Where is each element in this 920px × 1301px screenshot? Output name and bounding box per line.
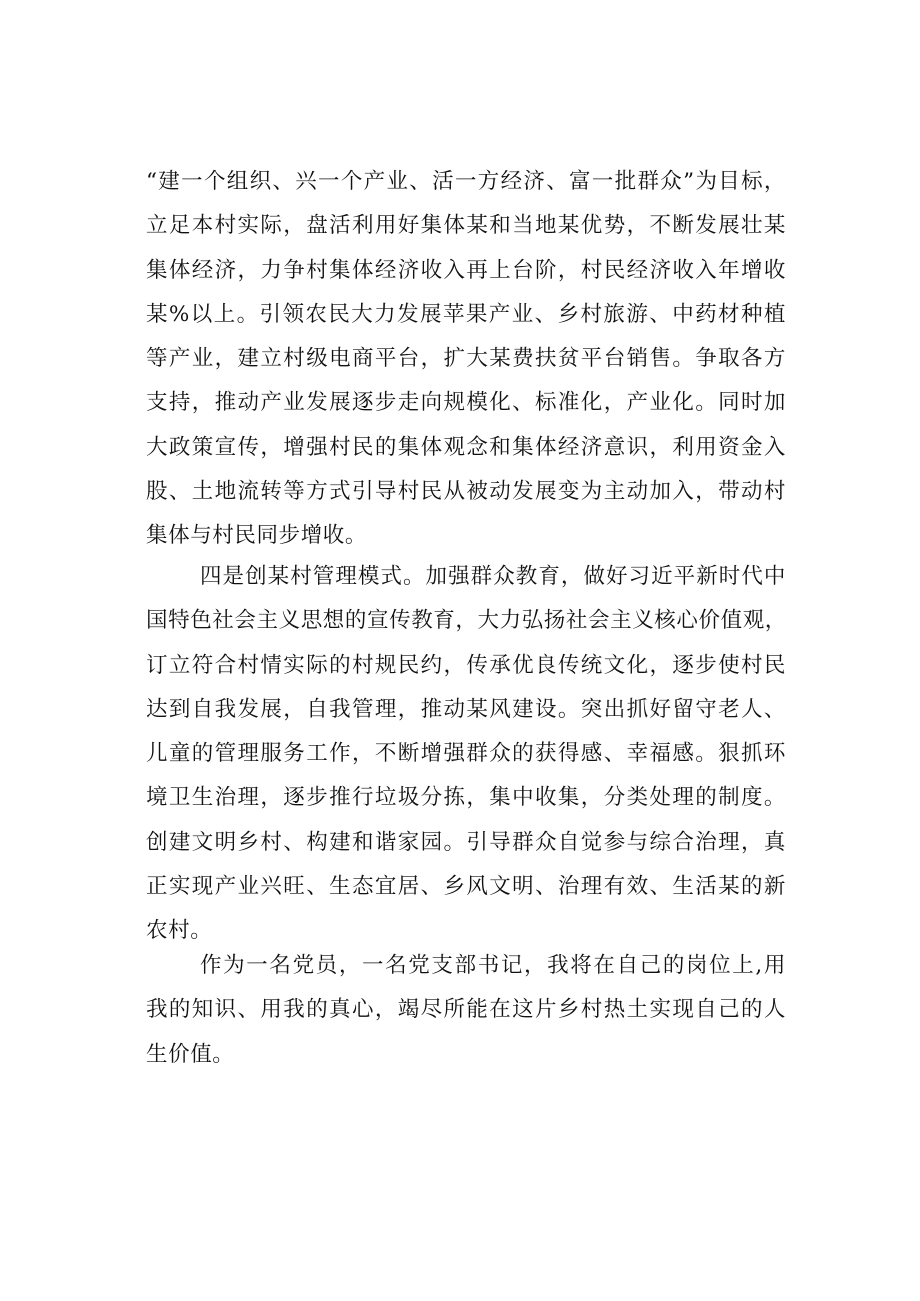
- paragraph-2-line-4: 达到自我发展，自我管理，推动某风建设。突出抓好留守老人、: [146, 696, 786, 722]
- paragraph-2-line-8: 正实现产业兴旺、生态宜居、乡风文明、治理有效、生活某的新: [146, 874, 786, 900]
- paragraph-2-line-7: 创建文明乡村、构建和谐家园。引导群众自觉参与综合治理，真: [146, 829, 786, 855]
- paragraph-1-line-6: 支持，推动产业发展逐步走向规模化、标准化，产业化。同时加: [146, 390, 786, 416]
- paragraph-3-line-3: 生价值。: [146, 1041, 235, 1067]
- paragraph-1-line-3: 集体经济，力争村集体经济收入再上台阶，村民经济收入年增收: [146, 257, 786, 283]
- paragraph-1-line-5: 等产业，建立村级电商平台，扩大某费扶贫平台销售。争取各方: [146, 346, 786, 372]
- paragraph-2-line-6: 境卫生治理，逐步推行垃圾分拣，集中收集，分类处理的制度。: [146, 785, 786, 811]
- paragraph-1: [146, 160, 786, 559]
- paragraph-1-line-7: 大政策宣传，增强村民的集体观念和集体经济意识，利用资金入: [146, 434, 786, 460]
- paragraph-1-line-1: “建一个组织、兴一个产业、活一方经济、富一批群众”为目标，: [146, 169, 786, 194]
- paragraph-3-line-2: 我的知识、用我的真心，竭尽所能在这片乡村热土实现自己的人: [146, 997, 786, 1023]
- paragraph-2: [146, 555, 786, 954]
- paragraph-1-line-4: 某%以上。引领农民大力发展苹果产业、乡村旅游、中药材种植: [146, 301, 786, 327]
- paragraph-3: [146, 944, 786, 1077]
- paragraph-2-line-2: 国特色社会主义思想的宣传教育，大力弘扬社会主义核心价值观，: [146, 608, 787, 634]
- paragraph-1-line-2: 立足本村实际，盘活利用好集体某和当地某优势，不断发展壮某: [146, 213, 786, 239]
- paragraph-2-line-1: 四是创某村管理模式。加强群众教育，做好习近平新时代中: [200, 564, 786, 589]
- paragraph-1-line-9: 集体与村民同步增收。: [146, 523, 368, 549]
- paragraph-1-line-8: 股、土地流转等方式引导村民从被动发展变为主动加入，带动村: [146, 479, 786, 505]
- paragraph-3-line-1: 作为一名党员，一名党支部书记，我将在自己的岗位上,用: [200, 953, 786, 978]
- paragraph-2-line-5: 儿童的管理服务工作，不断增强群众的获得感、幸福感。狠抓环: [146, 741, 786, 767]
- paragraph-2-line-9: 农村。: [146, 918, 213, 944]
- paragraph-2-line-3: 订立符合村情实际的村规民约，传承优良传统文化，逐步使村民: [146, 652, 786, 678]
